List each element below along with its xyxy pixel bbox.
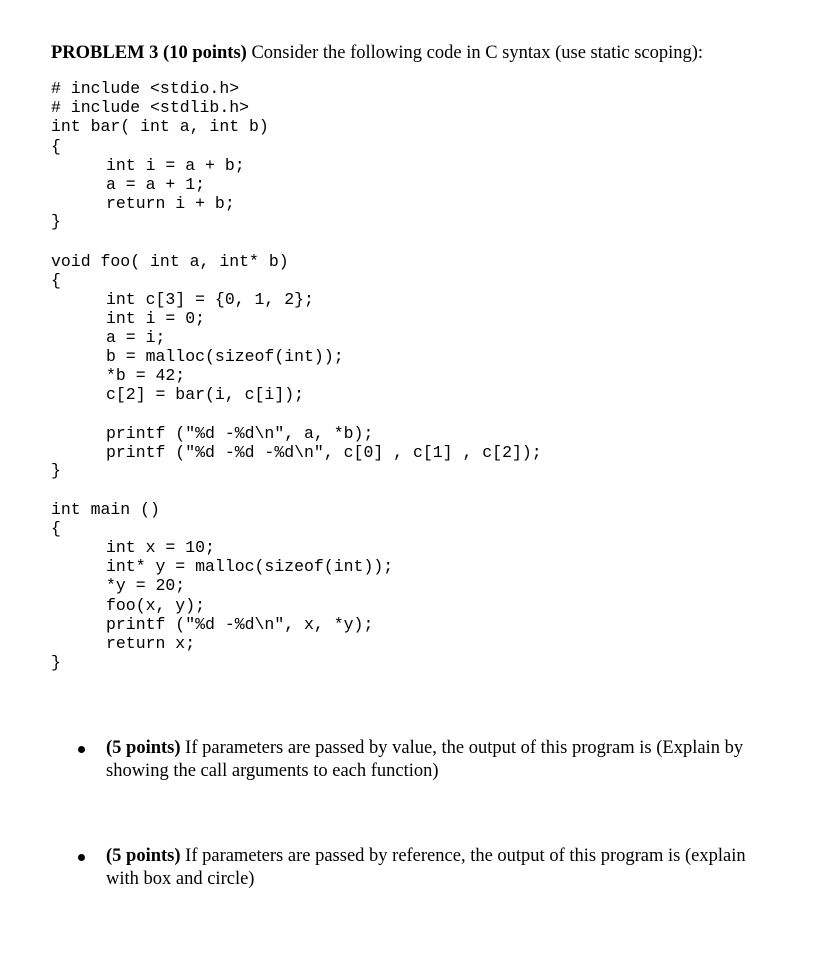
code-line: int i = 0; [106,309,206,328]
problem-statement: Consider the following code in C syntax (use static scoping): [246,43,704,63]
code-line: { [51,137,61,156]
code-line: foo(x, y); [106,596,206,615]
question-text: If parameters are passed by value, the output of this program is (Explain by showing the call arguments to each function) [106,738,744,781]
code-line: # include <stdlib.h> [51,98,250,117]
code-line: return i + b; [106,194,235,213]
question-pass-by-value [106,737,766,783]
code-line: a = a + 1; [106,175,206,194]
code-line: a = i; [106,328,166,347]
code-line: int* y = malloc(sizeof(int)); [106,557,394,576]
code-line: { [51,519,61,538]
code-line: b = malloc(sizeof(int)); [106,347,344,366]
code-line: printf ("%d -%d\n", a, *b); [106,424,374,443]
question-pass-by-reference [106,845,766,891]
code-line: int main () [51,500,160,519]
bullet-icon [78,746,85,753]
code-line: } [51,653,61,672]
code-line: { [51,271,61,290]
code-line: return x; [106,634,196,653]
code-block [51,0,811,700]
code-line: # include <stdio.h> [51,79,240,98]
question-points: (5 points) [106,738,181,758]
code-line: printf ("%d -%d -%d\n", c[0] , c[1] , c[2]); [106,443,542,462]
code-line: int x = 10; [106,538,215,557]
code-line: } [51,461,61,480]
bullet-icon [78,854,85,861]
code-line: printf ("%d -%d\n", x, *y); [106,615,374,634]
code-line: c[2] = bar(i, c[i]); [106,385,305,404]
code-line: void foo( int a, int* b) [51,252,289,271]
code-line: } [51,212,61,231]
code-line: int c[3] = {0, 1, 2}; [106,290,314,309]
code-line: int bar( int a, int b) [51,117,269,136]
code-line: int i = a + b; [106,156,245,175]
code-line: *b = 42; [106,366,186,385]
question-text: If parameters are passed by reference, the output of this program is (explain with box and circle) [106,846,746,889]
problem-label: PROBLEM 3 (10 points) [51,43,247,63]
question-points: (5 points) [106,846,181,866]
code-line: *y = 20; [106,576,186,595]
